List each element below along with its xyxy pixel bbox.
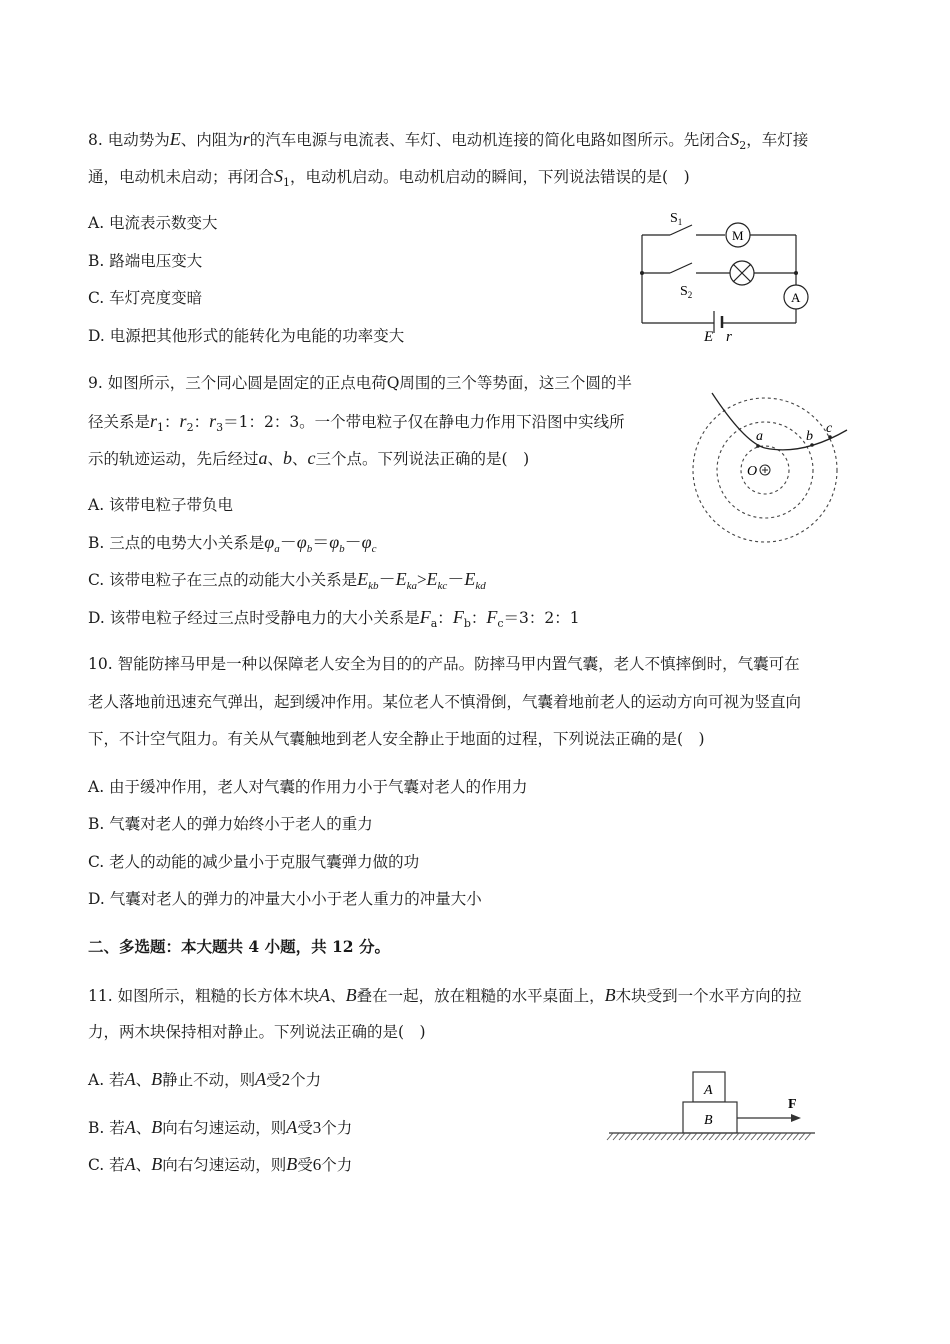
hatch-line — [721, 1133, 727, 1140]
hatch-line — [655, 1133, 661, 1140]
q10-stem-line1: 10. 智能防摔马甲是一种以保障老人安全为目的的产品。防摔马甲内置气囊，老人不慎摔倒时，气囊可在 — [88, 655, 800, 673]
hatch-line — [733, 1133, 739, 1140]
block-b-label: B — [704, 1113, 713, 1128]
hatch-line — [697, 1133, 703, 1140]
center-o-label: O — [747, 464, 758, 479]
q10-option-c: C. 老人的动能的减少量小于克服气囊弹力做的功 — [88, 853, 420, 871]
q8-stem-line2: 通，电动机未启动；再闭合$S_1$，电动机启动。电动机启动的瞬间，下列说法错误的是( ) — [88, 166, 690, 190]
block-a-label: A — [704, 1083, 713, 1098]
hatch-line — [793, 1133, 799, 1140]
hatch-line — [607, 1133, 613, 1140]
hatch-line — [691, 1133, 697, 1140]
force-f-label: F — [788, 1097, 797, 1112]
q11-option-c: C. 若A、B向右匀速运动，则B受6个力 — [88, 1154, 353, 1174]
q8-option-b: B. 路端电压变大 — [88, 252, 203, 270]
hatch-line — [685, 1133, 691, 1140]
q9-option-a: A. 该带电粒子带负电 — [88, 496, 234, 514]
section-heading: 二、多选题：本大题共 4 小题，共 12 分。 — [88, 937, 390, 956]
q9-stem-line2: 径关系是$r_1$：$r_2$：$r_3=1$：2：3。一个带电粒子仅在静电力作用下沿图中实线所 — [88, 411, 625, 435]
q8-option-a: A. 电流表示数变大 — [88, 214, 218, 232]
q8-option-c: C. 车灯亮度变暗 — [88, 289, 203, 307]
hatch-line — [673, 1133, 679, 1140]
q9-option-b: B. 三点的电势大小关系是$\varphi_a-\varphi_b=\varphi_b-\varphi_c$ — [88, 532, 377, 556]
point-a-label: a — [756, 429, 763, 444]
hatch-line — [745, 1133, 751, 1140]
q9-option-d: D. 该带电粒子经过三点时受静电力的大小关系是$F_a$：$F_b$：$F_c=3$：2：1 — [88, 607, 580, 631]
q10-option-b: B. 气囊对老人的弹力始终小于老人的重力 — [88, 815, 373, 833]
q11-stem-line2: 力，两木块保持相对静止。下列说法正确的是( ) — [88, 1023, 426, 1041]
q9-stem-line3: 示的轨迹运动，先后经过a、b、c三个点。下列说法正确的是( ) — [88, 448, 530, 468]
s1-label: $S_1$ — [670, 211, 683, 227]
q10-stem-line2: 老人落地前迅速充气弹出，起到缓冲作用。某位老人不慎滑倒，气囊着地前老人的运动方向可视为竖直向 — [88, 693, 802, 711]
hatch-line — [631, 1133, 637, 1140]
point-c-label: c — [826, 421, 833, 436]
q11-option-a: A. 若A、B静止不动，则A受2个力 — [88, 1069, 322, 1089]
hatch-line — [661, 1133, 667, 1140]
q9-option-c: C. 该带电粒子在三点的动能大小关系是$E_{kb}-E_{ka}>E_{kc}-E_{kd}$ — [88, 569, 486, 593]
hatch-line — [751, 1133, 757, 1140]
q8-circuit-diagram — [630, 205, 820, 345]
hatch-line — [667, 1133, 673, 1140]
q10-option-d: D. 气囊对老人的弹力的冲量大小小于老人重力的冲量大小 — [88, 890, 482, 908]
hatch-line — [703, 1133, 709, 1140]
s2-label: $S_2$ — [680, 284, 693, 300]
hatch-line — [775, 1133, 781, 1140]
hatch-line — [715, 1133, 721, 1140]
hatch-line — [799, 1133, 805, 1140]
q9-stem-line1: 9. 如图所示，三个同心圆是固定的正点电荷Q周围的三个等势面，这三个圆的半 — [88, 374, 632, 392]
hatch-line — [619, 1133, 625, 1140]
q8-stem-line1: 8. 电动势为E、内阻为r的汽车电源与电流表、车灯、电动机连接的简化电路如图所示。先闭合$S_2$，车灯接 — [88, 129, 809, 153]
hatch-line — [613, 1133, 619, 1140]
hatch-line — [679, 1133, 685, 1140]
resistance-label: r — [726, 329, 732, 345]
hatch-line — [643, 1133, 649, 1140]
ground-hatching — [607, 1133, 811, 1140]
q11-option-b: B. 若A、B向右匀速运动，则A受3个力 — [88, 1117, 353, 1137]
hatch-line — [805, 1133, 811, 1140]
hatch-line — [727, 1133, 733, 1140]
q11-stem-line1: 11. 如图所示，粗糙的长方体木块A、B叠在一起，放在粗糙的水平桌面上，B木块受到一个水平方向的拉 — [88, 985, 802, 1005]
motor-label: M — [732, 228, 744, 243]
q10-stem-line3: 下，不计空气阻力。有关从气囊触地到老人安全静止于地面的过程，下列说法正确的是( ) — [88, 730, 705, 748]
q11-blocks-diagram — [605, 1068, 825, 1148]
hatch-line — [637, 1133, 643, 1140]
hatch-line — [739, 1133, 745, 1140]
point-b-label: b — [806, 429, 813, 444]
hatch-line — [769, 1133, 775, 1140]
emf-label: E — [704, 329, 714, 345]
hatch-line — [781, 1133, 787, 1140]
hatch-line — [625, 1133, 631, 1140]
hatch-line — [763, 1133, 769, 1140]
q9-equipotential-diagram — [690, 388, 850, 548]
hatch-line — [787, 1133, 793, 1140]
q8-option-d: D. 电源把其他形式的能转化为电能的功率变大 — [88, 327, 405, 345]
hatch-line — [709, 1133, 715, 1140]
hatch-line — [757, 1133, 763, 1140]
hatch-line — [649, 1133, 655, 1140]
ammeter-label: A — [791, 290, 801, 305]
q10-option-a: A. 由于缓冲作用，老人对气囊的作用力小于气囊对老人的作用力 — [88, 778, 528, 796]
